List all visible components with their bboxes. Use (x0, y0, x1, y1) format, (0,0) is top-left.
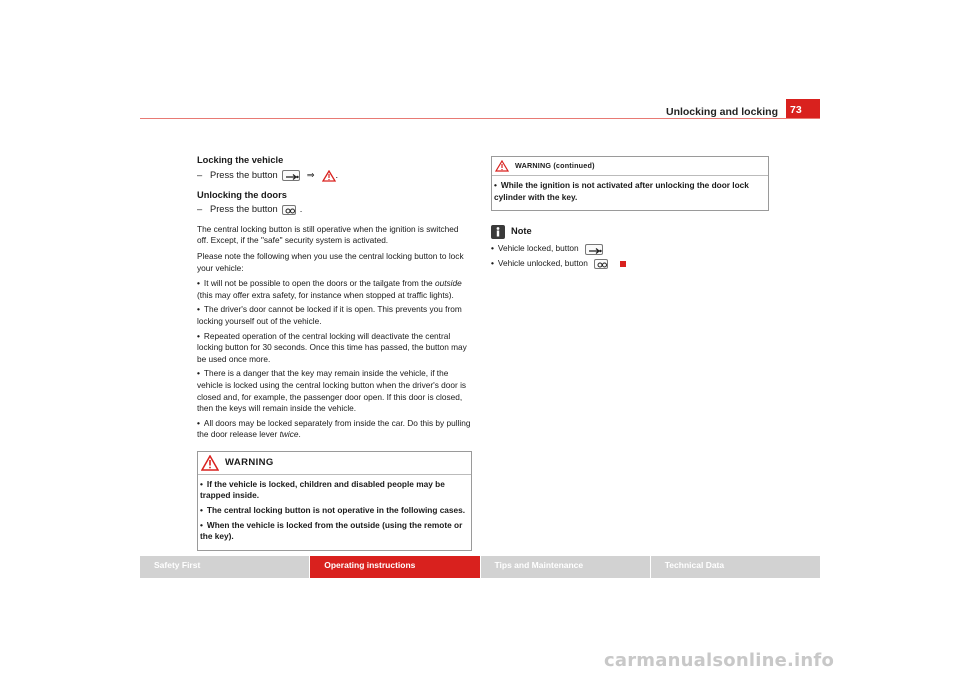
list-item: • It will not be possible to open the doors or the tailgate from the outside (this may offer extra safety, for instance when stopped at traffic lights). (197, 278, 462, 300)
step-period: . (299, 204, 303, 215)
warning-triangle-icon (201, 455, 219, 471)
list-item: • There is a danger that the key may remain inside the vehicle, if the vehicle is locked using the central locking button when the driver's door is closed and, for example, the passenger door open. If this door is closed, then the keys will remain inside the vehicle. (197, 368, 467, 414)
note-icon (491, 225, 505, 239)
list-item: • Vehicle unlocked, button (491, 258, 769, 270)
bullet-dot: • (197, 304, 200, 315)
right-column (491, 156, 769, 272)
page-number: 73 (786, 99, 820, 119)
step-dash: – (197, 204, 203, 215)
list-item: • Repeated operation of the central locking will deactivate the central locking button for 30 seconds. Once this time has passed, the button may be used once more. (197, 330, 467, 364)
warning-box (197, 451, 472, 551)
tab-technical-data[interactable]: Technical Data (651, 556, 820, 578)
unlocking-step (197, 204, 472, 216)
lock-button-icon (585, 244, 603, 255)
bullet-dot: • (197, 368, 200, 379)
bullet-dot: • (197, 278, 200, 289)
header-rule (140, 118, 820, 119)
warning-continued-title: WARNING (continued) (515, 161, 595, 171)
locking-step-text: Press the button (210, 169, 278, 180)
tab-safety-first[interactable]: Safety First (140, 556, 309, 578)
section-end-marker (620, 261, 626, 267)
note-title: Note (511, 226, 532, 237)
warning-continued-box (491, 156, 769, 211)
list-item: • All doors may be locked separately from inside the car. Do this by pulling the door release lever twice. (197, 417, 471, 440)
list-item: • If the vehicle is locked, children and disabled people may be trapped inside. (200, 478, 445, 501)
list-item: • The driver's door cannot be locked if it is open. This prevents you from locking yourself out of the vehicle. (197, 304, 462, 326)
locking-step (197, 170, 472, 182)
unlocking-heading: Unlocking the doors (197, 189, 287, 200)
list-item: • When the vehicle is locked from the outside (using the remote or the key). (200, 519, 463, 542)
footer-nav (140, 556, 820, 578)
bullet-dot: • (197, 330, 200, 341)
list-item: • The central locking button is not operative in the following cases. (200, 505, 466, 516)
warning-title: WARNING (225, 457, 274, 469)
step-dash: – (197, 169, 203, 180)
warning-body (198, 475, 471, 543)
warning-triangle-icon (322, 170, 336, 182)
note-header (491, 225, 769, 239)
page-header-title: Unlocking and locking (665, 106, 778, 118)
cross-reference-arrow: ⇒ (306, 169, 315, 180)
warning-continued-header (492, 157, 768, 172)
tab-tips-and-maintenance[interactable]: Tips and Maintenance (481, 556, 650, 578)
paragraph-safe-system: The central locking button is still operative when the ignition is switched off. Except, if the "safe" security system is activated. (197, 223, 459, 246)
unlocking-step-text: Press the button (210, 204, 278, 215)
bullet-dot: • (197, 417, 200, 428)
left-column (197, 155, 472, 551)
unlock-button-icon (594, 259, 608, 269)
paragraph-note-following: Please note the following when you use the central locking button to lock your vehicle: (197, 250, 464, 273)
unlock-button-icon (282, 205, 296, 215)
warning-continued-body (492, 176, 768, 203)
list-item: • While the ignition is not activated after unlocking the door lock cylinder with the key. (494, 180, 749, 202)
lock-button-icon (282, 170, 300, 181)
warning-triangle-icon (495, 160, 509, 172)
list-item: • Vehicle locked, button (491, 243, 769, 255)
watermark: carmanualsonline.info (604, 650, 835, 671)
locking-heading: Locking the vehicle (197, 155, 284, 165)
step-period: . (335, 169, 339, 180)
warning-header (198, 452, 471, 471)
tab-operating-instructions[interactable]: Operating instructions (310, 556, 479, 578)
